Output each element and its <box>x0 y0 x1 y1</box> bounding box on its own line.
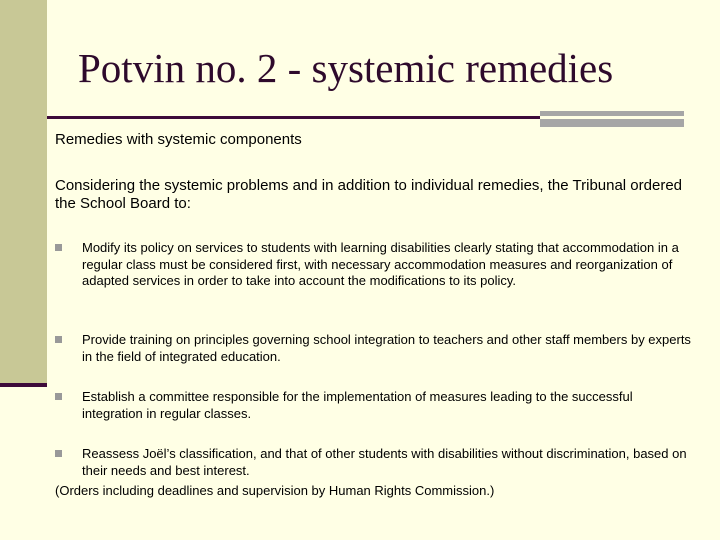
square-bullet-icon <box>55 244 62 251</box>
bullet-item <box>55 332 695 365</box>
bullet-item <box>55 240 695 290</box>
left-accent-bar <box>0 0 47 383</box>
bullet-text: Modify its policy on services to students with learning disabilities clearly stating that accommodation in a regular class must be considered first, with necessary accommodation measures and reorganization of adapted services in order to take into account the modifications to its policy. <box>82 240 679 288</box>
slide-title: Potvin no. 2 - systemic remedies <box>78 45 614 91</box>
bullet-text: Provide training on principles governing school integration to teachers and other staff members by experts in the field of integrated education. <box>82 332 691 364</box>
bullet-item <box>55 446 695 479</box>
title-rule-grey-bottom <box>540 119 684 127</box>
square-bullet-icon <box>55 393 62 400</box>
title-rule-dark <box>47 116 540 119</box>
square-bullet-icon <box>55 450 62 457</box>
bullet-text: Reassess Joël’s classification, and that of other students with disabilities without discrimination, based on their needs and best interest. <box>82 446 687 478</box>
left-accent-line <box>0 383 47 387</box>
intro-paragraph: Considering the systemic problems and in addition to individual remedies, the Tribunal ordered the School Board to: <box>55 177 683 212</box>
bullet-item <box>55 389 695 422</box>
subheading: Remedies with systemic components <box>55 131 302 148</box>
footnote: (Orders including deadlines and supervision by Human Rights Commission.) <box>55 483 495 498</box>
bullet-text: Establish a committee responsible for the implementation of measures leading to the successful integration in regular classes. <box>82 389 633 421</box>
title-rule-grey-top <box>540 111 684 116</box>
square-bullet-icon <box>55 336 62 343</box>
